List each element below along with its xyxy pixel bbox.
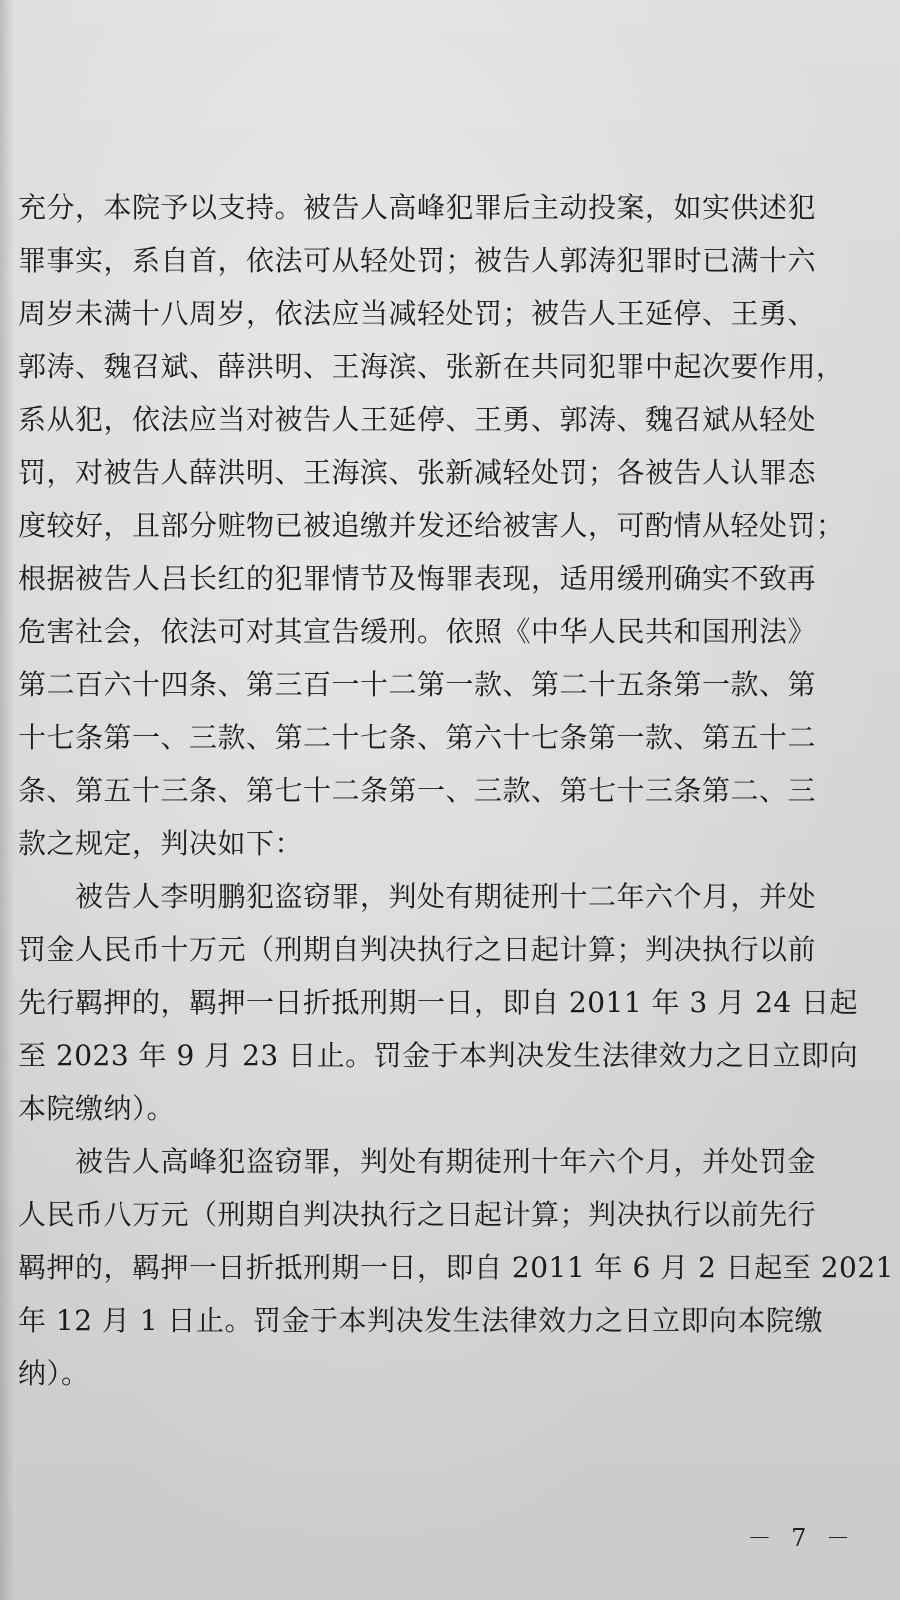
body-line: 罚，对被告人薛洪明、王海滨、张新减轻处罚；各被告人认罪态 [18,456,817,489]
body-line: 危害社会，依法可对其宣告缓刑。依照《中华人民共和国刑法》 [18,615,817,648]
body-line: 款之规定，判决如下： [18,827,304,860]
body-line: 纳）。 [18,1357,90,1390]
body-line: 至 2023 年 9 月 23 日止。罚金于本判决发生法律效力之日立即向 [18,1039,859,1072]
body-line: 罚金人民币十万元（刑期自判决执行之日起计算；判决执行以前 [18,933,817,966]
body-line: 充分，本院予以支持。被告人高峰犯罪后主动投案，如实供述犯 [18,191,817,224]
body-line: 度较好，且部分赃物已被追缴并发还给被害人，可酌情从轻处罚； [18,509,845,542]
body-line: 罪事实，系自首，依法可从轻处罚；被告人郭涛犯罪时已满十六 [18,244,817,277]
body-line: 年 12 月 1 日止。罚金于本判决发生法律效力之日立即向本院缴 [18,1304,824,1337]
body-line: 先行羁押的，羁押一日折抵刑期一日，即自 2011 年 3 月 24 日起 [18,986,859,1019]
body-line: 条、第五十三条、第七十二条第一、三款、第七十三条第二、三 [18,774,817,807]
body-line: 被告人高峰犯盗窃罪，判处有期徒刑十年六个月，并处罚金 [18,1145,817,1178]
page-number: － 7 － [747,1524,856,1552]
body-line: 郭涛、魏召斌、薛洪明、王海滨、张新在共同犯罪中起次要作用， [18,350,845,383]
body-line: 人民币八万元（刑期自判决执行之日起计算；判决执行以前先行 [18,1198,817,1231]
body-line: 十七条第一、三款、第二十七条、第六十七条第一款、第五十二 [18,721,817,754]
page-edge-shadow [0,0,14,1600]
body-line: 系从犯，依法应当对被告人王延停、王勇、郭涛、魏召斌从轻处 [18,403,817,436]
body-line: 第二百六十四条、第三百一十二第一款、第二十五条第一款、第 [18,668,817,701]
body-line: 周岁未满十八周岁，依法应当减轻处罚；被告人王延停、王勇、 [18,297,817,330]
body-line: 被告人李明鹏犯盗窃罪，判处有期徒刑十二年六个月，并处 [18,880,817,913]
body-line: 本院缴纳）。 [18,1092,176,1125]
body-line: 羁押的，羁押一日折抵刑期一日，即自 2011 年 6 月 2 日起至 2021 [18,1251,894,1284]
body-line: 根据被告人吕长红的犯罪情节及悔罪表现，适用缓刑确实不致再 [18,562,817,595]
